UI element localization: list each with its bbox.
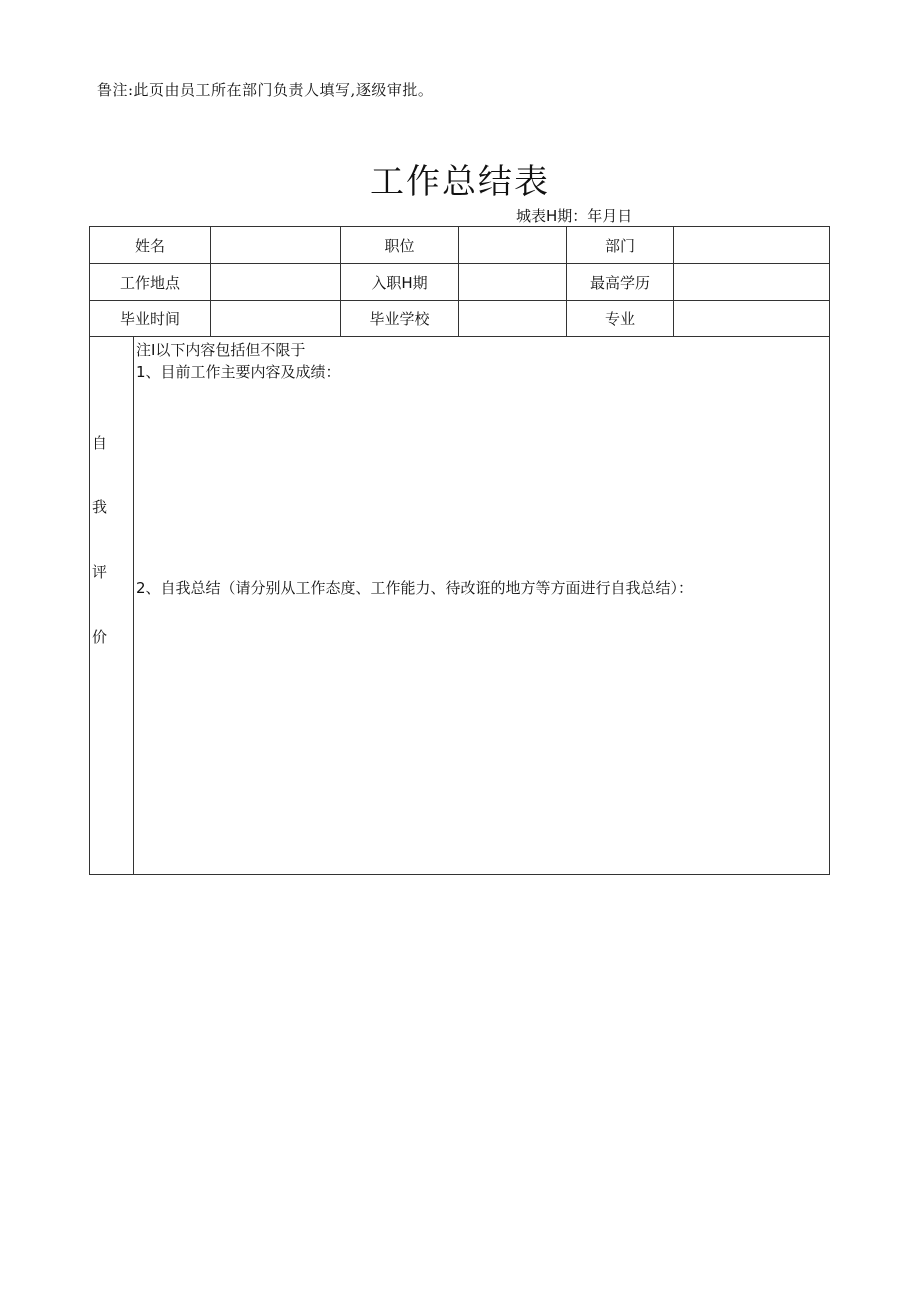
department-label: 部门 [567, 227, 674, 263]
department-field[interactable] [674, 227, 829, 263]
education-field[interactable] [674, 264, 829, 300]
school-label: 毕业学校 [341, 301, 459, 336]
hire-date-field[interactable] [459, 264, 567, 300]
approval-note: 鲁注:此页由员工所在部门负责人填写,逐级审批。 [97, 81, 434, 99]
info-row-2 [90, 264, 829, 301]
side-label-char: 价 [92, 628, 108, 646]
name-label: 姓名 [90, 227, 211, 263]
side-label-char: 评 [92, 563, 108, 581]
current-work-prompt: 1、目前工作主要内容及成绩： [136, 363, 341, 381]
self-evaluation-section [90, 337, 829, 874]
page-title: 工作总结表 [370, 161, 550, 202]
school-field[interactable] [459, 301, 567, 336]
graduation-time-field[interactable] [211, 301, 341, 336]
education-label: 最高学历 [567, 264, 674, 300]
basic-info-grid [90, 227, 829, 337]
name-field[interactable] [211, 227, 341, 263]
info-row-1 [90, 227, 829, 264]
major-label: 专业 [567, 301, 674, 336]
info-row-3 [90, 301, 829, 337]
graduation-time-label: 毕业时间 [90, 301, 211, 336]
position-label: 职位 [341, 227, 459, 263]
content-note-line: 注I以下内容包括但不限于 [136, 341, 306, 359]
side-label-char: 我 [92, 498, 108, 516]
work-location-label: 工作地点 [90, 264, 211, 300]
hire-date-label: 入职H期 [341, 264, 459, 300]
self-summary-prompt: 2、自我总结（请分别从工作态度、工作能力、待改诳的地方等方面进行自我总结）： [136, 579, 694, 597]
self-evaluation-content[interactable] [134, 337, 829, 874]
side-label-char: 自 [92, 434, 108, 452]
major-field[interactable] [674, 301, 829, 336]
work-location-field[interactable] [211, 264, 341, 300]
summary-form-table [89, 226, 830, 875]
position-field[interactable] [459, 227, 567, 263]
fill-date-label: 城表H期：年月日 [516, 207, 633, 225]
self-evaluation-side-label [90, 337, 134, 874]
